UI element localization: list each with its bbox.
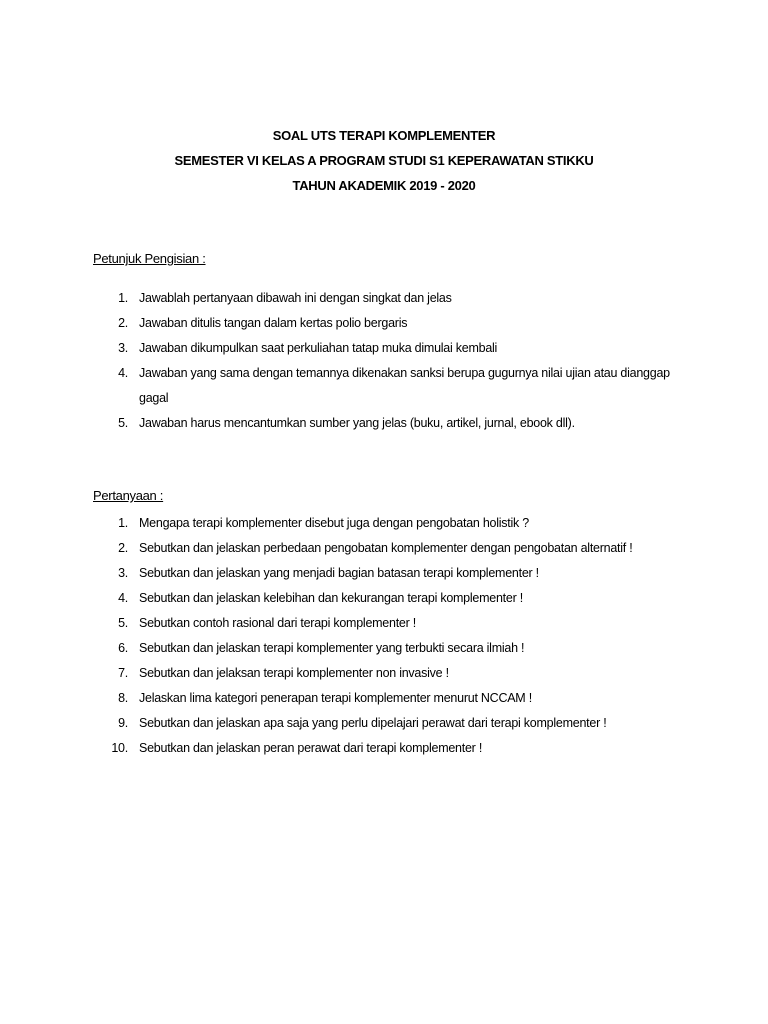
item-text: Jawaban dikumpulkan saat perkuliahan tatap muka dimulai kembali [139, 341, 498, 355]
list-item [0, 636, 768, 661]
document-subtitle: SEMESTER VI KELAS A PROGRAM STUDI S1 KEPERAWATAN STIKKU [174, 153, 594, 168]
item-number: 1. [118, 516, 128, 530]
list-item [0, 736, 768, 761]
list-item [0, 361, 768, 411]
instructions-heading: Petunjuk Pengisian : [93, 251, 206, 266]
item-number: 2. [118, 541, 128, 555]
list-item [0, 611, 768, 636]
item-number: 1. [118, 291, 128, 305]
item-text: Jawaban yang sama dengan temannya dikenakan sanksi berupa gugurnya nilai ujian atau dianggap gagal [139, 366, 670, 405]
questions-list [0, 511, 768, 761]
list-item [0, 586, 768, 611]
item-number: 3. [118, 566, 128, 580]
item-number: 5. [118, 416, 128, 430]
item-text: Sebutkan contoh rasional dari terapi komplementer ! [139, 616, 416, 630]
instructions-list [0, 286, 768, 436]
item-text: Sebutkan dan jelaskan peran perawat dari terapi komplementer ! [139, 741, 483, 755]
list-item [0, 661, 768, 686]
item-number: 2. [118, 316, 128, 330]
item-number: 7. [118, 666, 128, 680]
item-text: Sebutkan dan jelaksan terapi komplementer non invasive ! [139, 666, 449, 680]
list-item [0, 536, 768, 561]
document-header [0, 123, 768, 198]
list-item [0, 286, 768, 311]
item-number: 3. [118, 341, 128, 355]
item-number: 10. [111, 741, 128, 755]
item-number: 9. [118, 716, 128, 730]
item-text: Sebutkan dan jelaskan apa saja yang perlu dipelajari perawat dari terapi komplementer ! [139, 716, 607, 730]
questions-heading: Pertanyaan : [93, 488, 164, 503]
item-text: Sebutkan dan jelaskan yang menjadi bagian batasan terapi komplementer ! [139, 566, 539, 580]
item-number: 8. [118, 691, 128, 705]
item-text: Jawaban harus mencantumkan sumber yang jelas (buku, artikel, jurnal, ebook dll). [139, 416, 575, 430]
item-text: Jawaban ditulis tangan dalam kertas polio bergaris [139, 316, 408, 330]
item-text: Sebutkan dan jelaskan terapi komplementer yang terbukti secara ilmiah ! [139, 641, 525, 655]
item-text: Jelaskan lima kategori penerapan terapi komplementer menurut NCCAM ! [139, 691, 532, 705]
academic-year: TAHUN AKADEMIK 2019 - 2020 [292, 178, 476, 193]
list-item [0, 686, 768, 711]
item-text: Sebutkan dan jelaskan perbedaan pengobatan komplementer dengan pengobatan alternatif ! [139, 541, 633, 555]
item-text: Sebutkan dan jelaskan kelebihan dan kekurangan terapi komplementer ! [139, 591, 523, 605]
item-text: Mengapa terapi komplementer disebut juga dengan pengobatan holistik ? [139, 516, 529, 530]
item-text: Jawablah pertanyaan dibawah ini dengan singkat dan jelas [139, 291, 452, 305]
item-number: 4. [118, 366, 128, 380]
list-item [0, 311, 768, 336]
list-item [0, 511, 768, 536]
document-title: SOAL UTS TERAPI KOMPLEMENTER [272, 128, 496, 143]
list-item [0, 336, 768, 361]
list-item [0, 711, 768, 736]
item-number: 4. [118, 591, 128, 605]
item-number: 6. [118, 641, 128, 655]
list-item [0, 561, 768, 586]
item-number: 5. [118, 616, 128, 630]
list-item [0, 411, 768, 436]
